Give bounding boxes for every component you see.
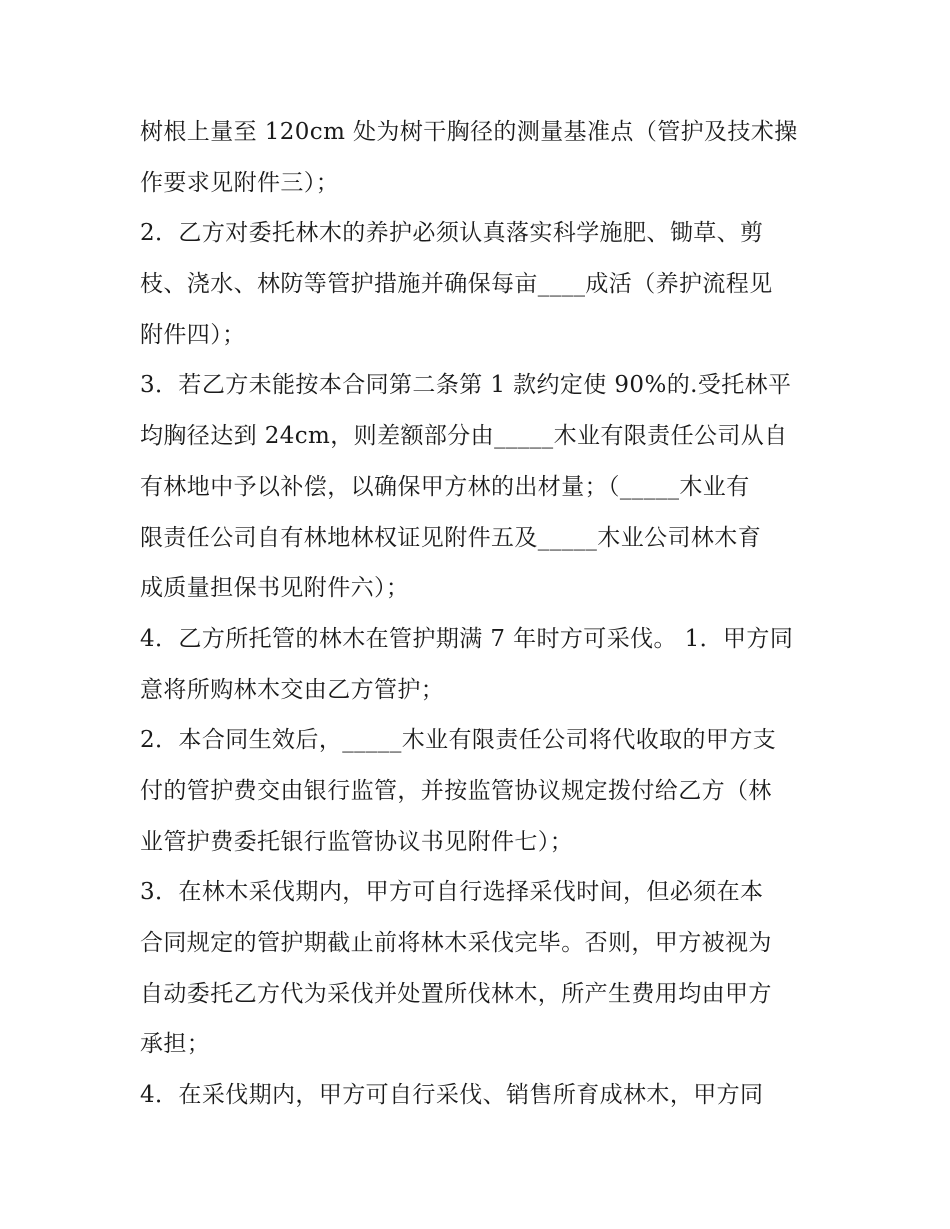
text-line: 2．本合同生效后，_____木业有限责任公司将代收取的甲方支 <box>140 727 777 754</box>
text-line: 付的管护费交由银行监管，并按监管协议规定拨付给乙方（林 <box>140 777 772 804</box>
text-line: 4．在采伐期内，甲方可自行采伐、销售所育成林木，甲方同 <box>140 1082 764 1109</box>
text-line: 成质量担保书见附件六）； <box>140 575 410 602</box>
text-line: 限责任公司自有林地林权证见附件五及_____木业公司林木育 <box>140 524 762 551</box>
text-line: 业管护费委托银行监管协议书见附件七）； <box>140 828 574 855</box>
text-line: 有林地中予以补偿，以确保甲方林的出材量；（_____木业有 <box>140 473 750 500</box>
text-line: 4．乙方所托管的林木在管护期满 7 年时方可采伐。 1．甲方同 <box>140 625 794 652</box>
text-line: 均胸径达到 24cm，则差额部分由_____木业有限责任公司从自 <box>140 423 788 450</box>
text-line: 意将所购林木交由乙方管护； <box>140 676 445 703</box>
text-line: 枝、浇水、林防等管护措施并确保每亩____成活（养护流程见 <box>140 271 773 298</box>
text-line: 自动委托乙方代为采伐并处置所伐林木，所产生费用均由甲方 <box>140 980 772 1007</box>
text-line: 附件四）； <box>140 321 246 348</box>
text-line: 承担； <box>140 1031 211 1058</box>
document-body <box>140 107 820 1121</box>
text-line: 3．在林木采伐期内，甲方可自行选择采伐时间，但必须在本 <box>140 879 764 906</box>
text-line: 合同规定的管护期截止前将林木采伐完毕。否则，甲方被视为 <box>140 930 772 956</box>
text-line: 2．乙方对委托林木的养护必须认真落实科学施肥、锄草、剪 <box>140 220 764 247</box>
text-line: 树根上量至 120cm 处为树干胸径的测量基准点（管护及技术操 <box>140 119 798 145</box>
text-line: 作要求见附件三）； <box>140 169 340 196</box>
text-line: 3．若乙方未能按本合同第二条第 1 款约定使 90%的.受托林平 <box>140 372 792 399</box>
